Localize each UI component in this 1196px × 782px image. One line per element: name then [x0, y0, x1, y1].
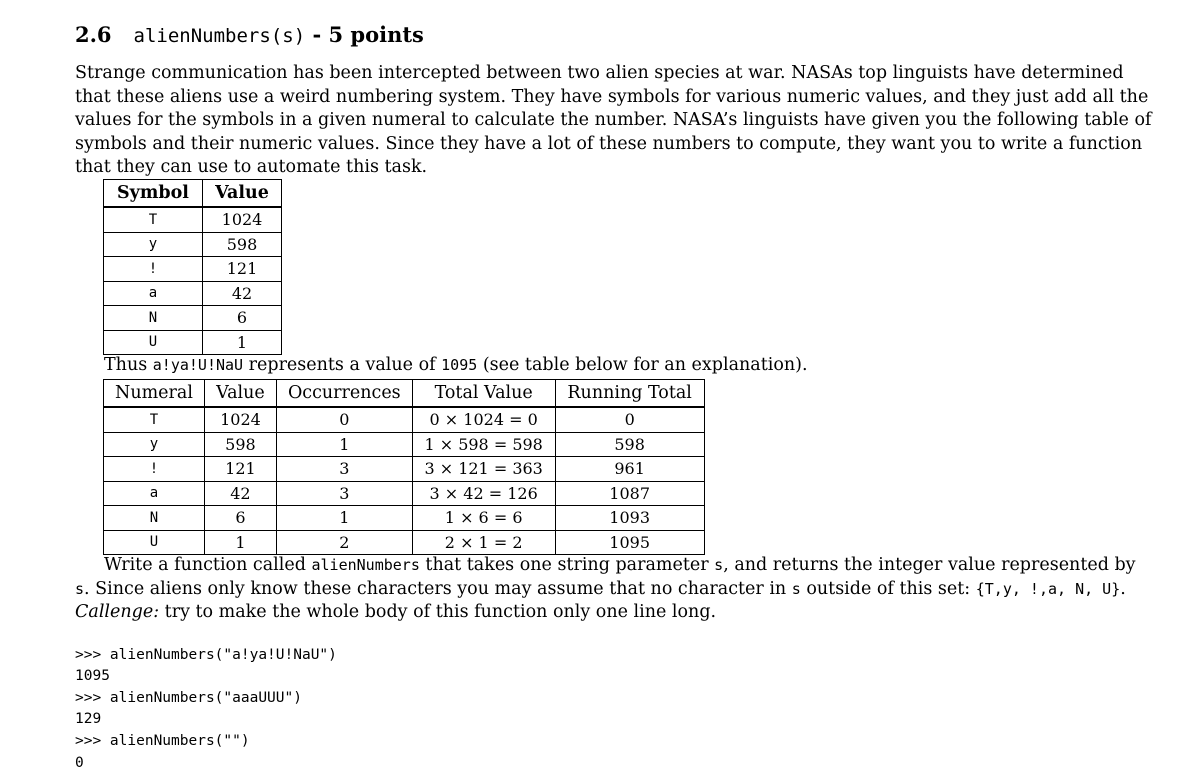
table-row: [104, 207, 282, 232]
explanation-table: [103, 379, 705, 555]
example-result: 1095: [75, 668, 110, 684]
thus-text: Thus: [104, 355, 153, 375]
task-text: , and returns the integer value represented by: [723, 555, 1136, 575]
table-row: [104, 281, 282, 306]
symbol-table: [103, 179, 282, 355]
task-line: [75, 601, 1115, 625]
running-total-cell: 1087: [555, 481, 704, 506]
points-label: - 5 points: [312, 22, 424, 47]
running-total-cell: 1095: [555, 530, 704, 555]
symbol-cell: y: [104, 232, 203, 257]
occurrences-cell: 3: [276, 481, 412, 506]
table-row: [104, 481, 705, 506]
value-cell: 6: [204, 506, 276, 531]
table-row: [104, 306, 282, 331]
task-text: Write a function called: [104, 555, 312, 575]
task-code: {T,y, !,a, N, U}: [975, 579, 1121, 598]
running-total-cell: 598: [555, 432, 704, 457]
task-line: [75, 554, 1136, 578]
value-cell: 598: [203, 232, 282, 257]
running-total-cell: 1093: [555, 506, 704, 531]
total-value-cell: 0 × 1024 = 0: [412, 407, 555, 432]
intro-line: that these aliens use a weird numbering system. They have symbols for various numeric values, and they just add all the: [75, 86, 1149, 107]
running-total-header: Running Total: [555, 380, 704, 408]
example-call: >>> alienNumbers("aaaUUU"): [75, 690, 302, 706]
table-row: [104, 407, 705, 432]
intro-line: symbols and their numeric values. Since they have a lot of these numbers to compute, they want you to write a function: [75, 133, 1143, 154]
task-text: that takes one string parameter: [419, 555, 715, 575]
occurrences-cell: 3: [276, 457, 412, 482]
table-row: [104, 432, 705, 457]
thus-text: represents a value of: [243, 355, 442, 375]
running-total-cell: 961: [555, 457, 704, 482]
task-text: try to make the whole body of this function only one line long.: [159, 602, 717, 623]
task-text: outside of this set:: [800, 578, 976, 599]
numeral-cell: N: [104, 506, 205, 531]
table-row: [104, 530, 705, 555]
table-row: [104, 506, 705, 531]
task-code: s: [75, 579, 85, 598]
numeral-cell: !: [104, 457, 205, 482]
example-sentence: [104, 355, 808, 375]
task-text: . Since aliens only know these characters you may assume that no character in: [84, 578, 792, 599]
intro-paragraph: [75, 62, 1152, 180]
symbol-cell: !: [104, 257, 203, 282]
table-row: [104, 457, 705, 482]
total-value-cell: 1 × 598 = 598: [412, 432, 555, 457]
total-value-cell: 2 × 1 = 2: [412, 530, 555, 555]
task-paragraph: [75, 554, 1136, 625]
symbol-header: Symbol: [104, 180, 203, 208]
numeral-cell: U: [104, 530, 205, 555]
value-header: Value: [204, 380, 276, 408]
value-cell: 1: [203, 330, 282, 355]
occurrences-cell: 1: [276, 506, 412, 531]
occurrences-cell: 0: [276, 407, 412, 432]
total-value-cell: 3 × 42 = 126: [412, 481, 555, 506]
thus-code-numeral: a!ya!U!NaU: [152, 356, 244, 374]
section-number: 2.6: [75, 22, 112, 47]
example-call: >>> alienNumbers(""): [75, 733, 250, 749]
symbol-cell: T: [104, 207, 203, 232]
symbol-cell: N: [104, 306, 203, 331]
table-row: [104, 330, 282, 355]
table-row: [104, 257, 282, 282]
numeral-cell: a: [104, 481, 205, 506]
symbol-cell: U: [104, 330, 203, 355]
total-value-header: Total Value: [412, 380, 555, 408]
numeral-header: Numeral: [104, 380, 205, 408]
example-result: 0: [75, 755, 84, 771]
value-cell: 1024: [203, 207, 282, 232]
value-header: Value: [203, 180, 282, 208]
value-cell: 6: [203, 306, 282, 331]
occurrences-cell: 2: [276, 530, 412, 555]
running-total-cell: 0: [555, 407, 704, 432]
section-heading: [75, 22, 424, 47]
numeral-cell: T: [104, 407, 205, 432]
symbol-cell: a: [104, 281, 203, 306]
value-cell: 1: [204, 530, 276, 555]
numeral-cell: y: [104, 432, 205, 457]
value-cell: 42: [204, 481, 276, 506]
task-code: s: [714, 556, 724, 574]
occurrences-header: Occurrences: [276, 380, 412, 408]
example-result: 129: [75, 711, 102, 727]
value-cell: 1024: [204, 407, 276, 432]
value-cell: 42: [203, 281, 282, 306]
total-value-cell: 3 × 121 = 363: [412, 457, 555, 482]
task-text: .: [1120, 578, 1126, 599]
intro-line: that they can use to automate this task.: [75, 157, 428, 178]
occurrences-cell: 1: [276, 432, 412, 457]
challenge-label: Callenge:: [75, 602, 160, 623]
task-code: s: [791, 579, 801, 598]
intro-line: values for the symbols in a given numeral to calculate the number. NASA’s linguists have given you the following table of: [75, 110, 1152, 131]
example-call: >>> alienNumbers("a!ya!U!NaU"): [75, 647, 337, 663]
task-line: [75, 578, 1126, 602]
value-cell: 121: [203, 257, 282, 282]
value-cell: 121: [204, 457, 276, 482]
intro-line: Strange communication has been intercepted between two alien species at war. NASAs top linguists have determined: [75, 63, 1124, 83]
task-code: alienNumbers: [311, 556, 420, 574]
function-signature: alienNumbers(s): [133, 25, 306, 47]
thus-text: (see table below for an explanation).: [477, 355, 808, 375]
value-cell: 598: [204, 432, 276, 457]
total-value-cell: 1 × 6 = 6: [412, 506, 555, 531]
table-row: [104, 232, 282, 257]
thus-code-value: 1095: [441, 356, 478, 374]
